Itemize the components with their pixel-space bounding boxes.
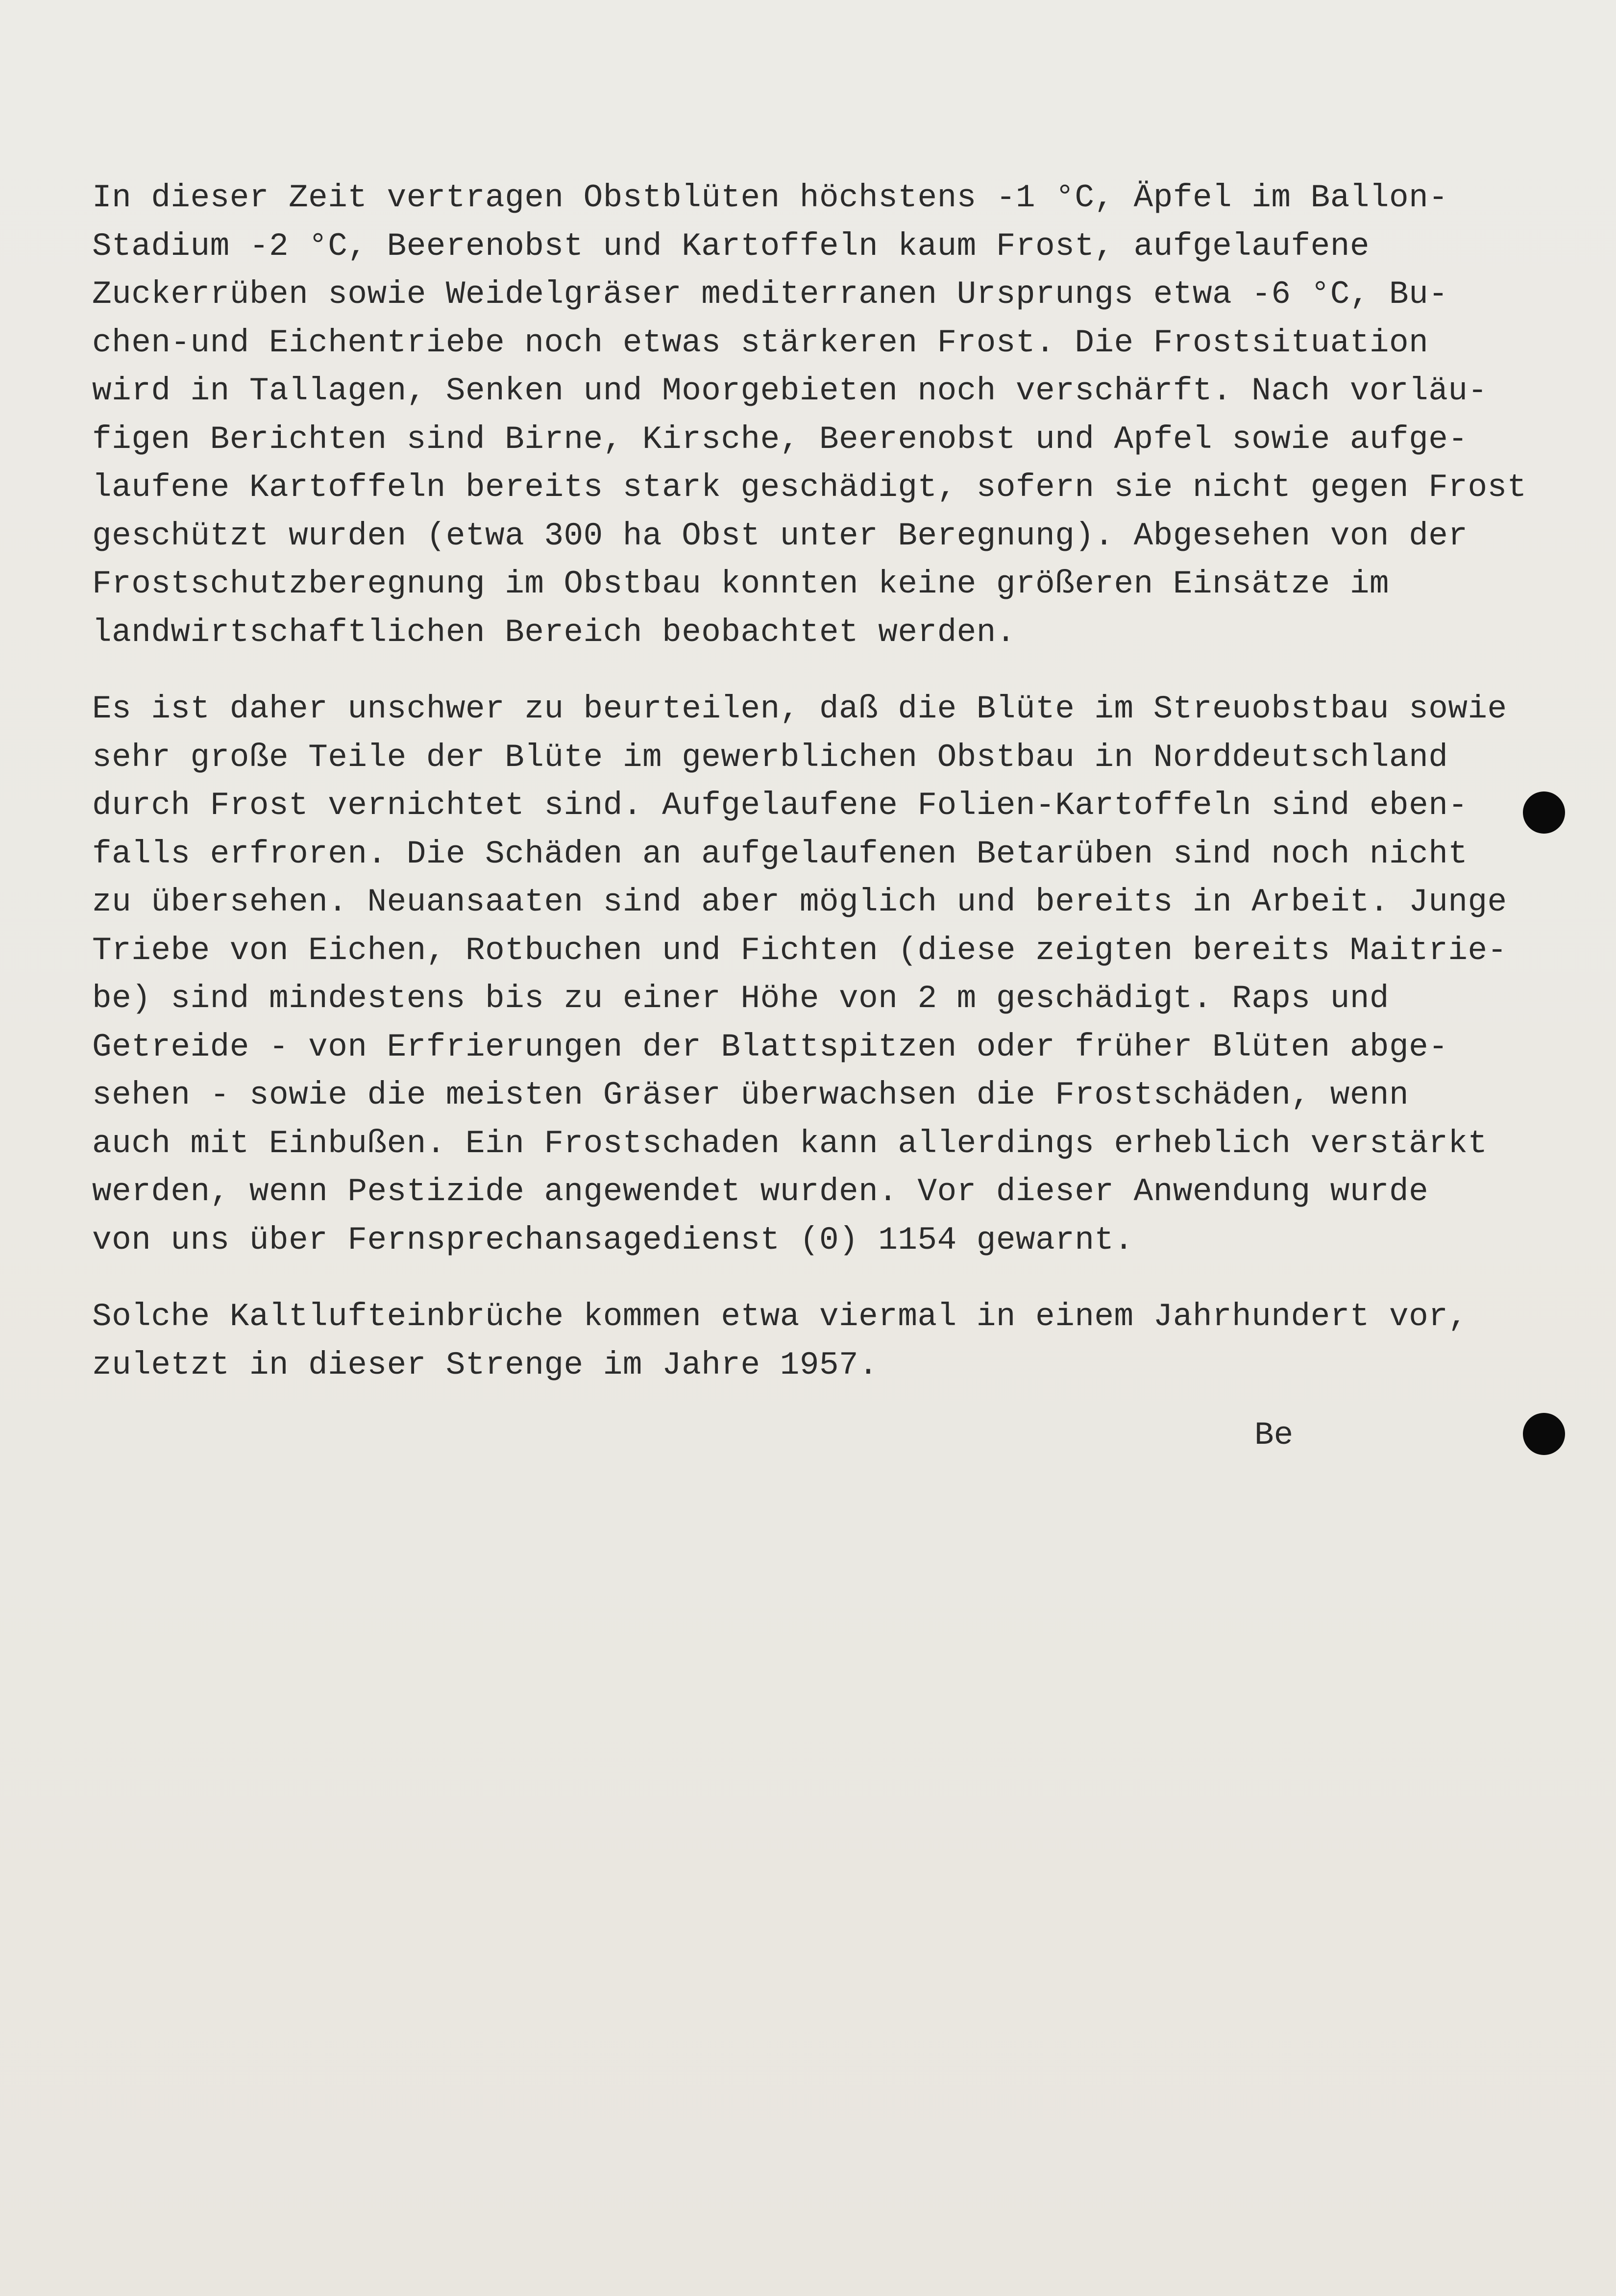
text-line: sehr große Teile der Blüte im gewerblichen Obstbau in Norddeutschland (92, 739, 1448, 776)
text-line: Triebe von Eichen, Rotbuchen und Fichten (diese zeigten bereits Maitrie- (92, 932, 1507, 969)
signature-initials: Be (1254, 1417, 1294, 1454)
text-line: durch Frost vernichtet sind. Aufgelaufene Folien-Kartoffeln sind eben- (92, 787, 1468, 824)
paragraph-gap (92, 657, 1543, 685)
text-line: von uns über Fernsprechansagedienst (0) 1154 gewarnt. (92, 1221, 1134, 1259)
text-line: zu übersehen. Neuansaaten sind aber möglich und bereits in Arbeit. Junge (92, 884, 1507, 920)
text-line: Es ist daher unschwer zu beurteilen, daß die Blüte im Streuobstbau sowie (92, 691, 1507, 727)
text-line: Frostschutzberegnung im Obstbau konnten keine größeren Einsätze im (92, 566, 1390, 602)
text-line: geschützt wurden (etwa 300 ha Obst unter Beregnung). Abgesehen von der (92, 517, 1468, 554)
paragraph-gap (92, 1264, 1543, 1293)
text-line: falls erfroren. Die Schäden an aufgelaufenen Betarüben sind noch nicht (92, 835, 1468, 872)
document-body (92, 174, 1543, 1389)
text-line: Solche Kaltlufteinbrüche kommen etwa viermal in einem Jahrhundert vor, (92, 1298, 1468, 1335)
text-line: chen-und Eichentriebe noch etwas stärkeren Frost. Die Frostsituation (92, 324, 1429, 361)
text-line: figen Berichten sind Birne, Kirsche, Beerenobst und Apfel sowie aufge- (92, 420, 1468, 458)
punch-hole-icon (1523, 791, 1565, 834)
paragraph-frost-tolerance (92, 174, 1543, 657)
text-line: Getreide - von Erfrierungen der Blattspitzen oder früher Blüten abge- (92, 1028, 1448, 1065)
text-line: zuletzt in dieser Strenge im Jahre 1957. (92, 1346, 879, 1383)
paragraph-cold-air-frequency (92, 1293, 1543, 1389)
text-line: Stadium -2 °C, Beerenobst und Kartoffeln kaum Frost, aufgelaufene (92, 227, 1370, 265)
paragraph-damage-assessment (92, 685, 1543, 1264)
text-line: laufene Kartoffeln bereits stark geschädigt, sofern sie nicht gegen Frost (92, 469, 1527, 506)
text-line: Zuckerrüben sowie Weidelgräser mediterranen Ursprungs etwa -6 °C, Bu- (92, 276, 1448, 313)
text-line: werden, wenn Pestizide angewendet wurden. Vor dieser Anwendung wurde (92, 1173, 1429, 1210)
text-line: wird in Tallagen, Senken und Moorgebieten noch verschärft. Nach vorläu- (92, 372, 1488, 409)
text-line: In dieser Zeit vertragen Obstblüten höchstens -1 °C, Äpfel im Ballon- (92, 179, 1448, 216)
text-line: be) sind mindestens bis zu einer Höhe von 2 m geschädigt. Raps und (92, 980, 1390, 1017)
text-line: landwirtschaftlichen Bereich beobachtet werden. (92, 614, 1016, 651)
text-line: sehen - sowie die meisten Gräser überwachsen die Frostschäden, wenn (92, 1077, 1409, 1113)
text-line: auch mit Einbußen. Ein Frostschaden kann allerdings erheblich verstärkt (92, 1125, 1488, 1162)
punch-hole-icon (1523, 1413, 1565, 1455)
